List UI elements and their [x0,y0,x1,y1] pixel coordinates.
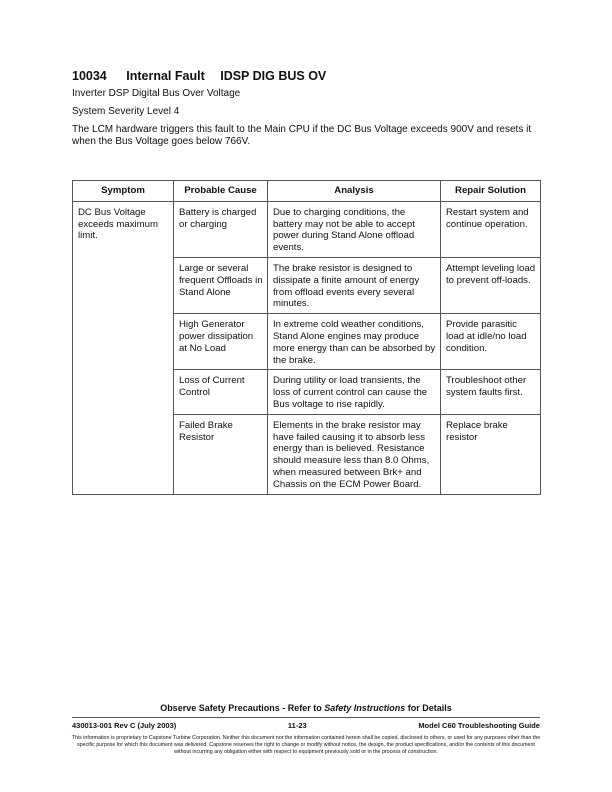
safety-suffix: for Details [405,703,452,713]
solution-cell: Replace brake resistor [441,414,541,494]
analysis-cell: During utility or load transients, the loss of current control can cause the Bus voltage to rise rapidly. [268,370,441,414]
analysis-cell: In extreme cold weather conditions, Stand Alone engines may produce more energy than can be absorbed by the brake. [268,314,441,370]
analysis-cell: Due to charging conditions, the battery may not be able to accept power during Stand Alone offload events. [268,201,441,257]
fault-description: Inverter DSP Digital Bus Over Voltage [72,88,241,99]
severity-level: System Severity Level 4 [72,106,180,117]
cause-cell: Battery is charged or charging [174,201,268,257]
proprietary-notice: This information is proprietary to Capstone Turbine Corporation. Neither this document nor the information contained herein shall be copied, disclosed to others, or used for any purposes other than the specific purpose for which this document was delivered. Capstone reserves the right to change or modify without notice, the design, the product specifications, and/or the contents of this document without incurring any obligation either with respect to equipment previously sold or in the process of construction. [71,735,541,755]
page-content [72,69,540,495]
fault-explanation: The LCM hardware triggers this fault to the Main CPU if the DC Bus Voltage exceeds 900V and resets it when the Bus Voltage goes below 766V. [72,124,532,147]
page-number: 11-23 [287,721,307,730]
safety-prefix: Observe Safety Precautions - Refer to [160,703,325,713]
fault-code: 10034 [72,69,107,83]
guide-title: Model C60 Troubleshooting Guide [418,721,540,730]
solution-cell: Troubleshoot other system faults first. [441,370,541,414]
safety-notice [72,703,540,713]
footer-divider [72,717,540,718]
solution-cell: Attempt leveling load to prevent off-loads. [441,257,541,313]
safety-instructions-ref: Safety Instructions [324,703,406,713]
fault-name: Internal Fault [126,69,205,83]
header-repair-solution: Repair Solution [441,181,541,202]
doc-number: 430013-001 Rev C (July 2003) [72,721,177,730]
cause-cell: Failed Brake Resistor [174,414,268,494]
solution-cell: Provide parasitic load at idle/no load condition. [441,314,541,370]
fault-signal: IDSP DIG BUS OV [220,69,327,83]
header-probable-cause: Probable Cause [174,181,268,202]
header-symptom: Symptom [73,181,174,202]
solution-cell: Restart system and continue operation. [441,201,541,257]
analysis-cell: The brake resistor is designed to dissipate a finite amount of energy from offload events every several minutes. [268,257,441,313]
analysis-cell: Elements in the brake resistor may have failed causing it to absorb less energy than is believed. Resistance should measure less than 8.0 Ohms, when measured between Brk+ and Chassis on the ECM Power Board. [268,414,441,494]
cause-cell: Large or several frequent Offloads in Stand Alone [174,257,268,313]
header-analysis: Analysis [268,181,441,202]
symptom-cell: DC Bus Voltage exceeds maximum limit. [73,201,174,494]
troubleshooting-table [72,180,541,495]
cause-cell: High Generator power dissipation at No Load [174,314,268,370]
table-row [73,201,541,257]
cause-cell: Loss of Current Control [174,370,268,414]
footer-meta [72,721,540,730]
table-header-row [73,181,541,202]
fault-title [72,69,540,83]
